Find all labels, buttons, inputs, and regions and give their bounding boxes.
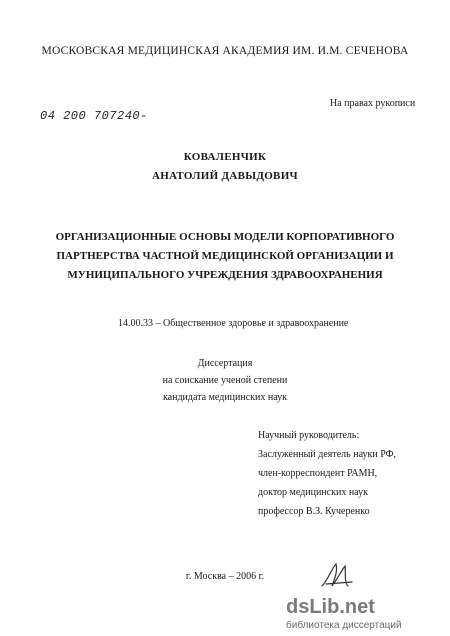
- author-surname: КОВАЛЕНЧИК: [183, 151, 267, 163]
- title-line-1: ОРГАНИЗАЦИОННЫЕ ОСНОВЫ МОДЕЛИ КОРПОРАТИВНОГО: [55, 231, 395, 243]
- supervisor-line-3: член-корреспондент РАМН,: [258, 468, 378, 479]
- supervisor-line-5: профессор В.З. Кучеренко: [258, 506, 370, 517]
- dslib-watermark[interactable]: [286, 594, 450, 636]
- supervisor-line-4: доктор медицинских наук: [258, 487, 368, 498]
- supervisor-line-1: Научный руководитель:: [258, 430, 360, 441]
- supervisor-line-2: Заслуженный деятель науки РФ,: [258, 449, 397, 460]
- specialty-code: 14.00.33 – Общественное здоровье и здравоохранение: [118, 318, 349, 329]
- archive-stamp: 04 200 707240-: [40, 109, 148, 123]
- dissertation-title: [0, 228, 450, 285]
- title-line-3: МУНИЦИПАЛЬНОГО УЧРЕЖДЕНИЯ ЗДРАВООХРАНЕНИЯ: [67, 269, 383, 281]
- degree-line-3: кандидата медицинских наук: [162, 392, 288, 403]
- dslib-logo: dsLib.net: [286, 596, 375, 618]
- degree-statement: [0, 355, 450, 406]
- degree-line-1: Диссертация: [197, 358, 253, 369]
- degree-line-2: на соискание ученой степени: [162, 375, 288, 386]
- supervisor-block: [258, 426, 396, 521]
- dslib-subtitle: библиотека диссертаций: [286, 620, 402, 631]
- signature-icon: [318, 560, 356, 590]
- rights-note: На правах рукописи: [330, 98, 416, 109]
- institution-name: МОСКОВСКАЯ МЕДИЦИНСКАЯ АКАДЕМИЯ ИМ. И.М. СЕЧЕНОВА: [41, 45, 409, 57]
- author-name: АНАТОЛИЙ ДАВЫДОВИЧ: [152, 170, 298, 182]
- city-year: г. Москва – 2006 г.: [185, 571, 265, 582]
- title-line-2: ПАРТНЕРСТВА ЧАСТНОЙ МЕДИЦИНСКОЙ ОРГАНИЗАЦИИ И: [56, 250, 394, 262]
